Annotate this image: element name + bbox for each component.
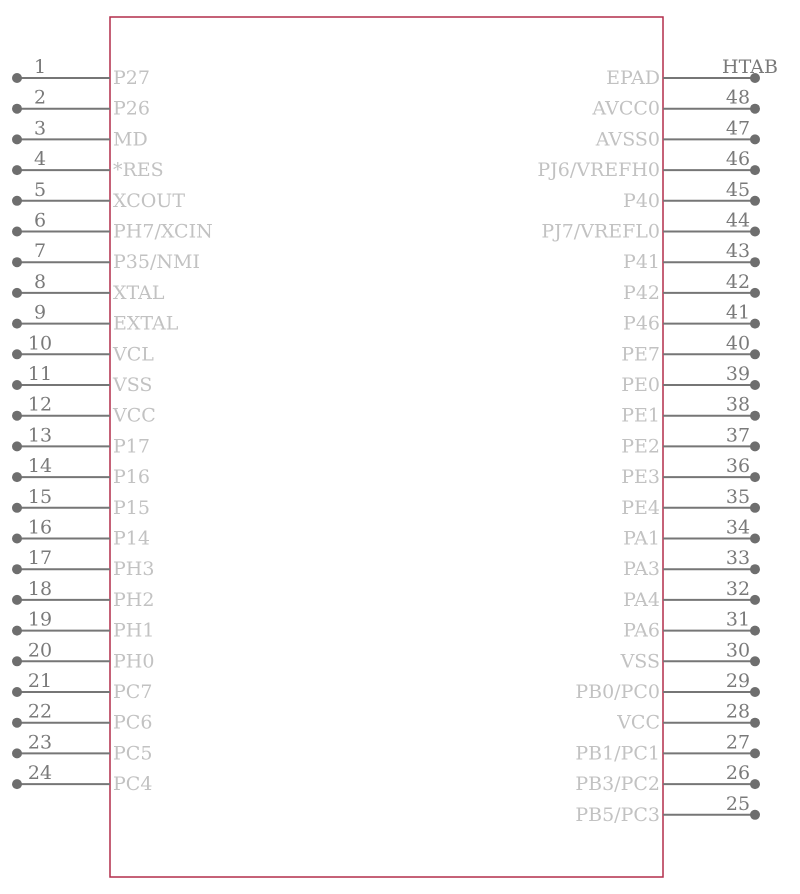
pin-connection-dot[interactable] [750, 810, 760, 820]
pin-name: PH3 [113, 558, 155, 581]
pin-number: 5 [33, 178, 47, 201]
pin-number: 9 [33, 301, 47, 324]
pin-name: XTAL [113, 281, 165, 304]
pin-name: PE0 [621, 374, 660, 396]
pin-name: PC6 [113, 711, 153, 734]
pin-16 [12, 517, 150, 550]
pin-connection-dot[interactable] [750, 196, 760, 206]
pin-connection-dot[interactable] [750, 441, 760, 451]
pin-44 [541, 210, 760, 243]
pin-25 [575, 793, 760, 826]
pin-name: PJ6/VREFH0 [537, 159, 660, 182]
pin-19 [12, 609, 154, 642]
pin-21 [12, 670, 152, 703]
pin-name: PJ7/VREFL0 [541, 220, 660, 243]
pin-connection-dot[interactable] [750, 779, 760, 789]
pin-name: PA6 [623, 619, 660, 642]
pin-12 [12, 394, 156, 427]
pin-number: 28 [725, 700, 751, 723]
pin-connection-dot[interactable] [750, 656, 760, 666]
pin-15 [12, 486, 150, 519]
pin-name: PB0/PC0 [575, 681, 660, 703]
pin-HTAB [606, 56, 778, 89]
pin-name: PB1/PC1 [575, 742, 660, 765]
pin-9 [12, 302, 179, 335]
pin-connection-dot[interactable] [12, 165, 22, 175]
pin-connection-dot[interactable] [750, 564, 760, 574]
pin-number: 33 [725, 547, 751, 570]
pin-connection-dot[interactable] [750, 687, 760, 697]
pin-name: PH2 [113, 588, 155, 611]
pin-name: P42 [623, 281, 660, 304]
pin-number: 13 [27, 424, 53, 447]
pin-6 [12, 210, 213, 243]
pin-name: P27 [113, 67, 150, 89]
pin-name: PE7 [621, 343, 660, 366]
pin-connection-dot[interactable] [750, 503, 760, 513]
pin-43 [623, 240, 760, 273]
pin-name: VSS [620, 650, 660, 673]
pin-number: 38 [725, 393, 751, 416]
pin-1 [12, 56, 150, 89]
pin-name: PB3/PC2 [575, 773, 660, 796]
pin-name: P41 [623, 251, 660, 274]
pin-connection-dot[interactable] [12, 73, 22, 83]
pin-name: PC7 [113, 681, 153, 703]
pin-connection-dot[interactable] [12, 534, 22, 544]
pin-38 [621, 394, 760, 427]
pin-45 [623, 179, 760, 212]
pin-number: 14 [27, 455, 53, 478]
pin-name: VCC [113, 404, 156, 427]
pin-47 [595, 117, 760, 150]
pin-connection-dot[interactable] [12, 227, 22, 237]
pin-name: PE2 [621, 435, 660, 458]
pin-17 [12, 547, 154, 580]
pin-4 [12, 148, 164, 181]
pin-name: PE4 [621, 496, 660, 519]
pin-name: VSS [113, 374, 153, 396]
right-pin-group [537, 56, 778, 826]
pin-name: VCL [113, 343, 154, 366]
pin-name: XCOUT [113, 189, 185, 212]
pin-connection-dot[interactable] [750, 380, 760, 390]
pin-26 [575, 762, 760, 795]
pin-number: 12 [27, 393, 53, 416]
pin-41 [623, 302, 760, 335]
pin-connection-dot[interactable] [12, 472, 22, 482]
pin-36 [621, 455, 760, 488]
pin-18 [12, 578, 154, 611]
pin-number: 18 [27, 577, 53, 600]
pin-31 [623, 609, 760, 642]
pin-connection-dot[interactable] [750, 349, 760, 359]
pin-name: PC5 [113, 742, 153, 765]
pin-number: 7 [33, 240, 47, 263]
pin-27 [575, 731, 760, 764]
pin-connection-dot[interactable] [750, 134, 760, 144]
pin-number: 17 [27, 547, 53, 570]
pin-7 [12, 240, 200, 273]
pin-number: 39 [725, 363, 751, 385]
pin-5 [12, 179, 185, 212]
pin-29 [575, 670, 760, 703]
pin-connection-dot[interactable] [750, 748, 760, 758]
pin-connection-dot[interactable] [12, 104, 22, 114]
pin-46 [537, 148, 760, 181]
pin-number: 35 [725, 485, 751, 508]
pin-30 [620, 639, 760, 672]
pin-28 [616, 701, 760, 734]
pin-number: 26 [725, 762, 751, 785]
pin-number: 2 [33, 86, 47, 109]
pin-name: P26 [113, 97, 150, 120]
left-pin-group [12, 56, 213, 795]
pin-number: 47 [725, 117, 751, 140]
pin-48 [591, 87, 760, 120]
pin-number: 19 [27, 608, 53, 631]
pin-number: 34 [725, 516, 751, 539]
pin-connection-dot[interactable] [12, 687, 22, 697]
pin-number: 48 [725, 86, 751, 109]
pin-number: 4 [33, 148, 47, 171]
pin-name: PA1 [623, 527, 660, 550]
pin-23 [12, 731, 152, 764]
pin-name: PE3 [621, 466, 660, 489]
pin-connection-dot[interactable] [750, 595, 760, 605]
pin-name: MD [113, 128, 148, 151]
pin-connection-dot[interactable] [750, 411, 760, 421]
pin-connection-dot[interactable] [12, 257, 22, 267]
pin-connection-dot[interactable] [12, 656, 22, 666]
pin-20 [12, 639, 154, 672]
pin-name: EXTAL [113, 312, 179, 335]
pin-number: 6 [33, 209, 47, 232]
pin-name: EPAD [606, 67, 660, 89]
pin-number: 25 [725, 792, 751, 815]
pin-name: PH0 [113, 650, 155, 673]
pin-8 [12, 271, 165, 304]
pin-connection-dot[interactable] [750, 227, 760, 237]
pin-10 [12, 332, 154, 365]
pin-number: 11 [27, 363, 53, 385]
pin-name: PH1 [113, 619, 155, 642]
pin-connection-dot[interactable] [12, 718, 22, 728]
pin-name: PH7/XCIN [113, 220, 213, 243]
pin-40 [621, 332, 760, 365]
pin-name: P46 [623, 312, 660, 335]
pin-number: 3 [33, 117, 47, 140]
pin-number: 29 [725, 670, 751, 692]
pin-connection-dot[interactable] [12, 779, 22, 789]
pin-connection-dot[interactable] [12, 349, 22, 359]
pin-connection-dot[interactable] [12, 748, 22, 758]
pin-connection-dot[interactable] [750, 165, 760, 175]
pin-name: AVCC0 [592, 97, 660, 120]
pin-name: P17 [113, 435, 150, 458]
pin-number: 15 [27, 485, 53, 508]
pin-name: PA3 [623, 558, 660, 581]
pin-number: 21 [27, 670, 53, 692]
pin-name: PC4 [113, 773, 153, 796]
pin-number: 23 [27, 731, 53, 754]
pin-connection-dot[interactable] [750, 534, 760, 544]
pin-number: HTAB [722, 56, 778, 78]
pin-14 [12, 455, 150, 488]
pin-39 [621, 363, 760, 396]
pin-number: 44 [725, 209, 751, 232]
pin-2 [12, 87, 150, 120]
pin-number: 16 [27, 516, 53, 539]
pin-number: 27 [725, 731, 751, 754]
pin-connection-dot[interactable] [12, 411, 22, 421]
pin-number: 1 [33, 56, 47, 78]
pin-name: P15 [113, 496, 150, 519]
pin-number: 20 [27, 639, 53, 662]
pin-33 [623, 547, 760, 580]
pin-13 [12, 424, 150, 457]
pin-name: PA4 [623, 588, 660, 611]
pin-37 [621, 424, 760, 457]
pin-name: AVSS0 [595, 128, 660, 151]
pin-name: P14 [113, 527, 150, 550]
pin-number: 31 [725, 608, 751, 631]
pin-35 [621, 486, 760, 519]
pin-name: VCC [617, 711, 660, 734]
pin-number: 32 [725, 577, 751, 600]
pin-number: 24 [27, 762, 53, 785]
pin-connection-dot[interactable] [12, 319, 22, 329]
pin-connection-dot[interactable] [12, 380, 22, 390]
pin-32 [623, 578, 760, 611]
pin-11 [12, 363, 152, 396]
pin-number: 42 [725, 270, 751, 293]
pin-connection-dot[interactable] [750, 718, 760, 728]
pin-connection-dot[interactable] [12, 595, 22, 605]
pin-22 [12, 701, 152, 734]
pin-number: 22 [27, 700, 53, 723]
pin-number: 37 [725, 424, 751, 447]
pin-connection-dot[interactable] [12, 564, 22, 574]
pin-name: *RES [113, 159, 164, 182]
pin-number: 43 [725, 240, 751, 263]
pin-name: P35/NMI [113, 251, 200, 274]
pin-connection-dot[interactable] [12, 626, 22, 636]
pin-number: 40 [725, 332, 751, 355]
pin-34 [623, 517, 760, 550]
pin-name: P40 [623, 189, 660, 212]
pin-name: PB5/PC3 [575, 803, 660, 826]
pin-connection-dot[interactable] [12, 441, 22, 451]
pin-number: 45 [725, 178, 751, 201]
pin-3 [12, 117, 148, 150]
pin-number: 30 [725, 639, 751, 662]
pin-connection-dot[interactable] [12, 288, 22, 298]
pin-number: 36 [725, 455, 751, 478]
pin-connection-dot[interactable] [750, 104, 760, 114]
pin-name: P16 [113, 466, 150, 489]
pin-number: 10 [27, 332, 53, 355]
pin-number: 41 [725, 301, 751, 324]
pin-connection-dot[interactable] [12, 196, 22, 206]
pin-connection-dot[interactable] [750, 319, 760, 329]
pin-number: 8 [33, 270, 47, 293]
pin-connection-dot[interactable] [750, 257, 760, 267]
pin-connection-dot[interactable] [12, 503, 22, 513]
pin-name: PE1 [621, 404, 660, 427]
pin-connection-dot[interactable] [750, 626, 760, 636]
pin-connection-dot[interactable] [750, 288, 760, 298]
pin-connection-dot[interactable] [12, 134, 22, 144]
pin-connection-dot[interactable] [750, 472, 760, 482]
pin-42 [623, 271, 760, 304]
pin-24 [12, 762, 152, 795]
pin-number: 46 [725, 148, 751, 171]
